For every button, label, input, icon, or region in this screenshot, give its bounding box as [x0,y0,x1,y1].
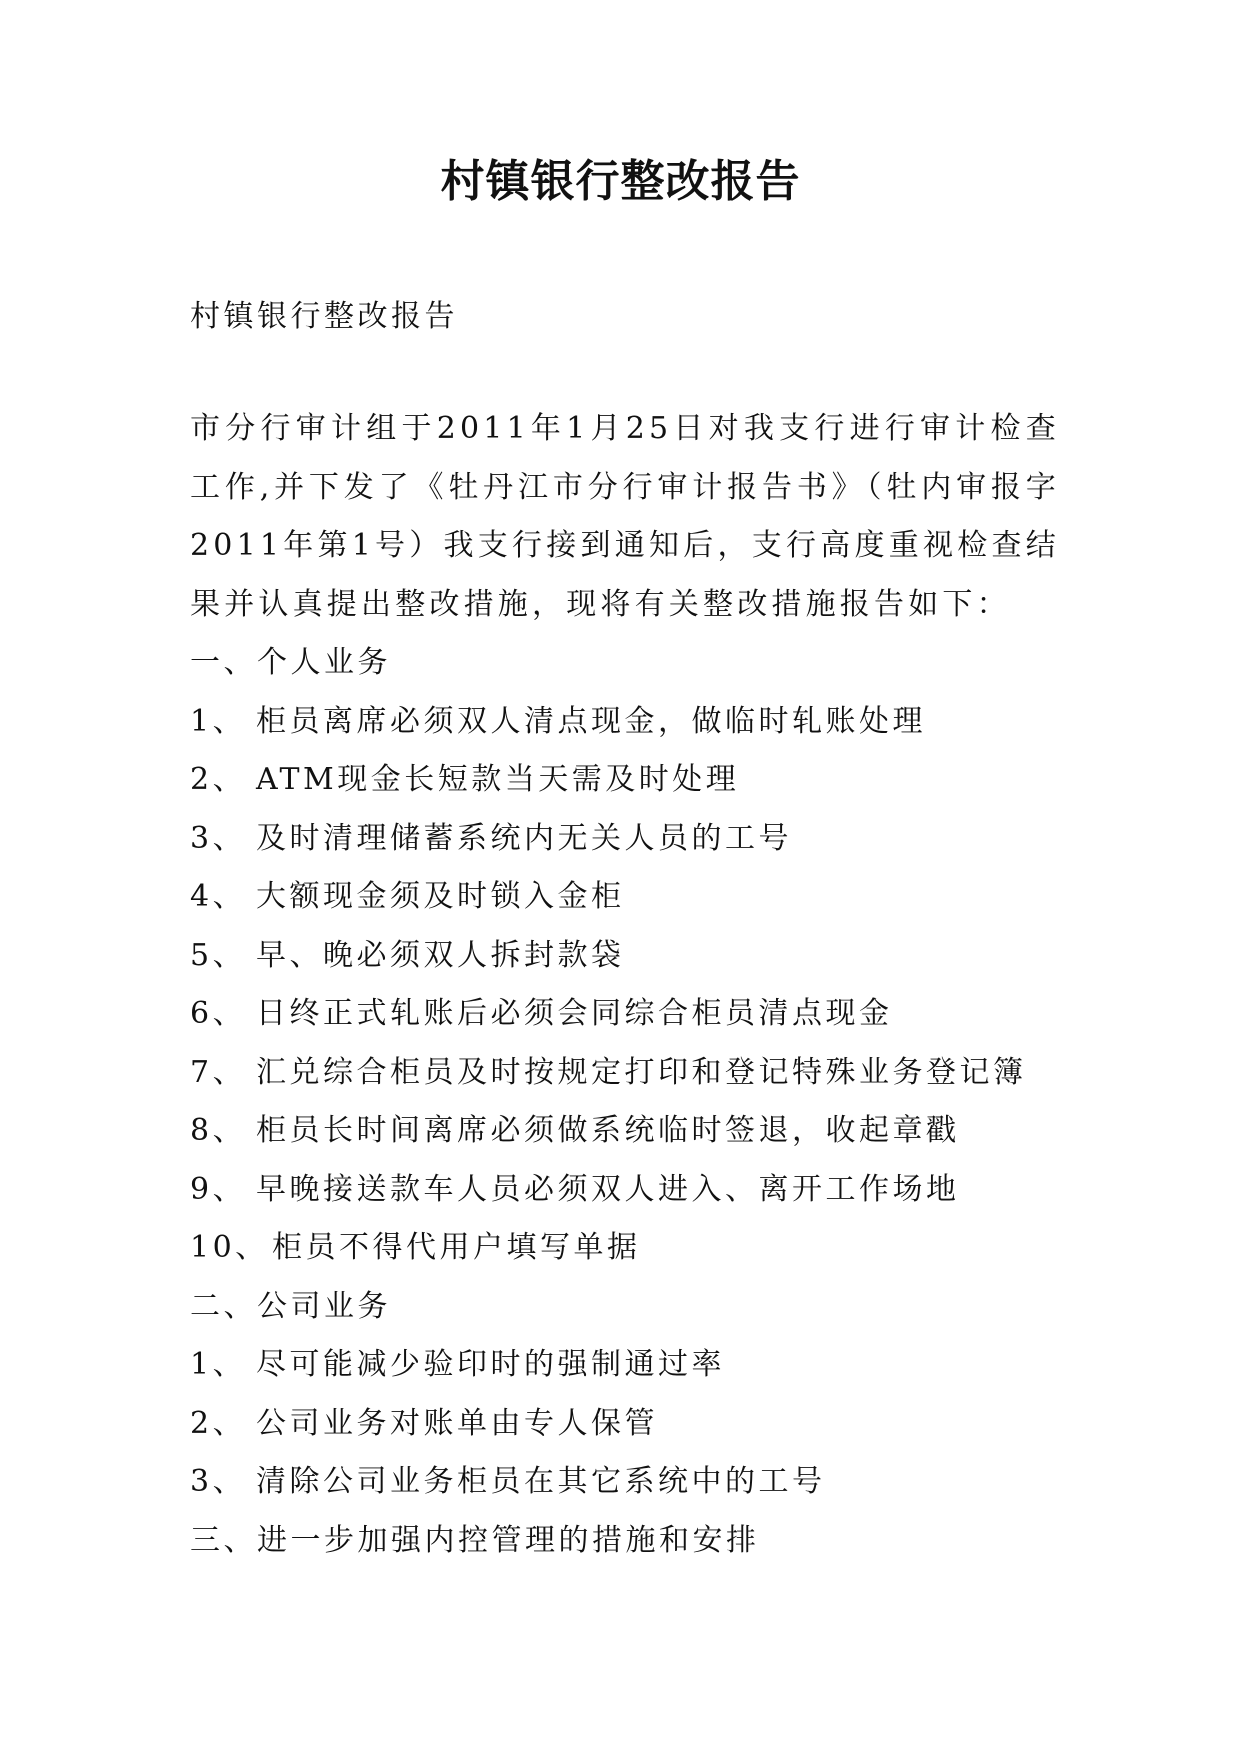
list-item [190,1219,1060,1278]
list-item-text: 早、晚必须双人拆封款袋 [256,937,625,973]
list-item-number: 2、 [190,1405,247,1441]
list-item-text: 柜员长时间离席必须做系统临时签退，收起章戳 [256,1113,960,1148]
list-item-number: 1、 [190,1347,247,1382]
list-item-text: 及时清理储蓄系统内无关人员的工号 [256,820,792,856]
list-item-text: 柜员不得代用户填写单据 [272,1230,641,1265]
list-item [190,1453,1060,1512]
list-item-number: 9、 [190,1171,247,1207]
list-item [190,1336,1060,1395]
list-item [190,810,1060,869]
list-item-number: 5、 [190,937,247,973]
list-item-text: 公司业务对账单由专人保管 [256,1405,658,1441]
list-item [190,868,1060,927]
list-item [190,1395,1060,1454]
list-item-text: ATM现金长短款当天需及时处理 [256,762,740,797]
list-item [190,1161,1060,1220]
list-item-text: 尽可能减少验印时的强制通过率 [256,1347,725,1382]
list-item-number: 2、 [190,762,247,797]
section-heading-personal: 一、个人业务 [190,645,391,680]
list-item-text: 早晚接送款车人员必须双人进入、离开工作场地 [256,1171,960,1207]
intro-paragraph: 市分行审计组于2011年1月25日对我支行进行审计检查工作,并下发了《牡丹江市分行审计报告书》（牡内审报字2011年第1号）我支行接到通知后，支行高度重视检查结果并认真提出整改措施，现将有关整改措施报告如下： [190,411,1060,622]
list-item-number: 7、 [190,1054,247,1090]
list-item-text: 汇兑综合柜员及时按规定打印和登记特殊业务登记簿 [256,1054,1027,1090]
list-item-text: 清除公司业务柜员在其它系统中的工号 [256,1464,826,1499]
list-item-number: 10、 [190,1230,269,1265]
list-item-number: 4、 [190,879,247,914]
list-item [190,693,1060,752]
document-subtitle: 村镇银行整改报告 [190,299,458,334]
list-item-number: 3、 [190,1464,247,1499]
list-item [190,927,1060,986]
list-item [190,985,1060,1044]
list-item [190,751,1060,810]
list-item-number: 6、 [190,996,247,1031]
list-item-number: 3、 [190,820,247,856]
section-heading-internal-control: 三、进一步加强内控管理的措施和安排 [190,1522,760,1558]
document-body [190,400,1060,1570]
list-item [190,1102,1060,1161]
list-item-number: 1、 [190,703,247,739]
document-title: 村镇银行整改报告 [440,156,801,207]
list-item-number: 8、 [190,1113,247,1148]
section-heading-corporate: 二、公司业务 [190,1288,391,1324]
list-item [190,1044,1060,1103]
list-item-text: 柜员离席必须双人清点现金，做临时轧账处理 [256,703,926,739]
list-item-text: 大额现金须及时锁入金柜 [256,879,625,914]
list-item-text: 日终正式轧账后必须会同综合柜员清点现金 [256,996,893,1031]
